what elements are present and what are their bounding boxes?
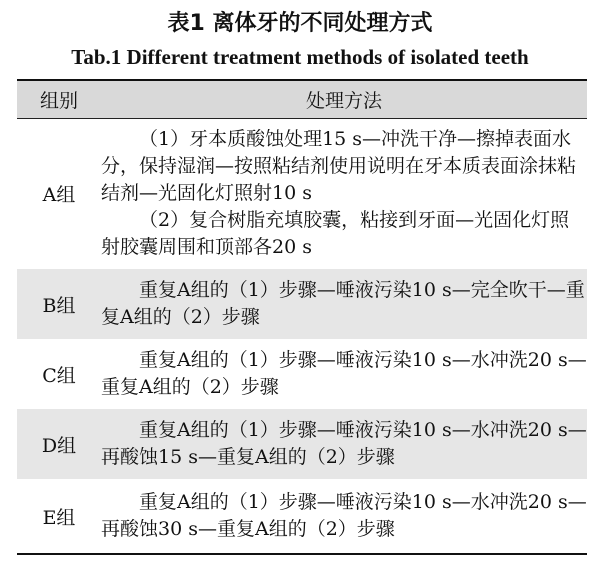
header-method: 处理方法 — [305, 89, 382, 112]
table-row-d — [17, 409, 587, 479]
method-cell-d — [101, 409, 587, 479]
group-cell-b: B组 — [42, 294, 76, 317]
group-cell-a: A组 — [42, 184, 76, 207]
table-title-chinese: 表1 离体牙的不同处理方式 — [167, 11, 433, 36]
method-d-text: 重复A组的（1）步骤—唾液污染10 s—水冲洗20 s—再酸蚀15 s—重复A组的（2）步骤 — [101, 419, 587, 468]
method-b-text: 重复A组的（1）步骤—唾液污染10 s—完全吹干—重复A组的（2）步骤 — [101, 279, 585, 328]
table-row-e — [17, 479, 587, 554]
header-group: 组别 — [39, 89, 78, 112]
method-cell-b — [101, 269, 587, 339]
table-header-row — [17, 80, 587, 118]
method-cell-a — [101, 118, 587, 269]
method-a-step-1: （1）牙本质酸蚀处理15 s—冲洗干净—擦掉表面水分，保持湿润—按照粘结剂使用说明在牙本质表面涂抹粘结剂—光固化灯照射10 s — [101, 128, 577, 205]
group-cell-c: C组 — [42, 364, 76, 387]
group-cell-e: E组 — [42, 506, 76, 529]
method-cell-c — [101, 339, 587, 409]
group-cell-d: D组 — [41, 434, 77, 457]
method-cell-e — [101, 479, 587, 554]
method-e-text: 重复A组的（1）步骤—唾液污染10 s—水冲洗20 s—再酸蚀30 s—重复A组的（2）步骤 — [101, 491, 587, 540]
table-title-english: Tab.1 Different treatment methods of isolated teeth — [71, 45, 529, 69]
table-row-b — [17, 269, 587, 339]
treatment-methods-table — [17, 79, 587, 555]
table-row-c — [17, 339, 587, 409]
table-row-a — [17, 118, 587, 269]
method-c-text: 重复A组的（1）步骤—唾液污染10 s—水冲洗20 s—重复A组的（2）步骤 — [101, 349, 587, 398]
method-a-step-2: （2）复合树脂充填胶囊，粘接到牙面—光固化灯照射胶囊周围和顶部各20 s — [101, 209, 570, 259]
